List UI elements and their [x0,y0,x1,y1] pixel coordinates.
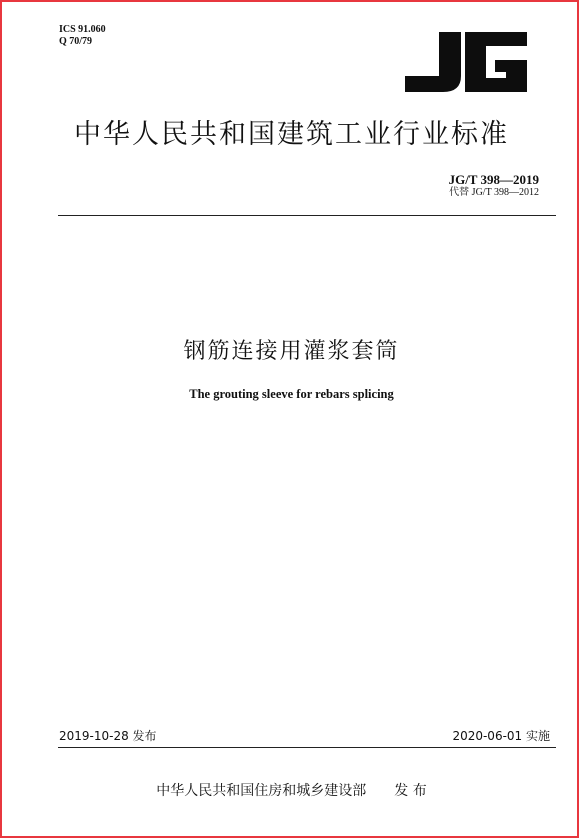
standard-code-block [449,172,539,199]
issuing-authority [2,780,579,800]
issue-word: 发 布 [394,783,427,799]
industry-standard-title: 中华人民共和国建筑工业行业标准 [74,119,509,150]
classification-block [59,24,106,48]
publish-date: 2019-10-28 发布 [59,729,157,743]
effective-date: 2020-06-01 实施 [452,729,550,743]
jg-logo [403,32,527,92]
standard-number: JG/T 398—2019 [448,172,539,187]
class-code: Q 70/79 [59,36,93,47]
replaced-standard: 代替 JG/T 398—2012 [449,187,539,198]
bottom-divider [58,747,556,748]
document-title-cn: 钢筋连接用灌浆套筒 [183,339,400,364]
top-divider [58,215,556,216]
ics-code: ICS 91.060 [59,24,106,35]
issuer-name: 中华人民共和国住房和城乡建设部 [156,783,367,799]
document-title-en: The grouting sleeve for rebars splicing [189,387,394,401]
